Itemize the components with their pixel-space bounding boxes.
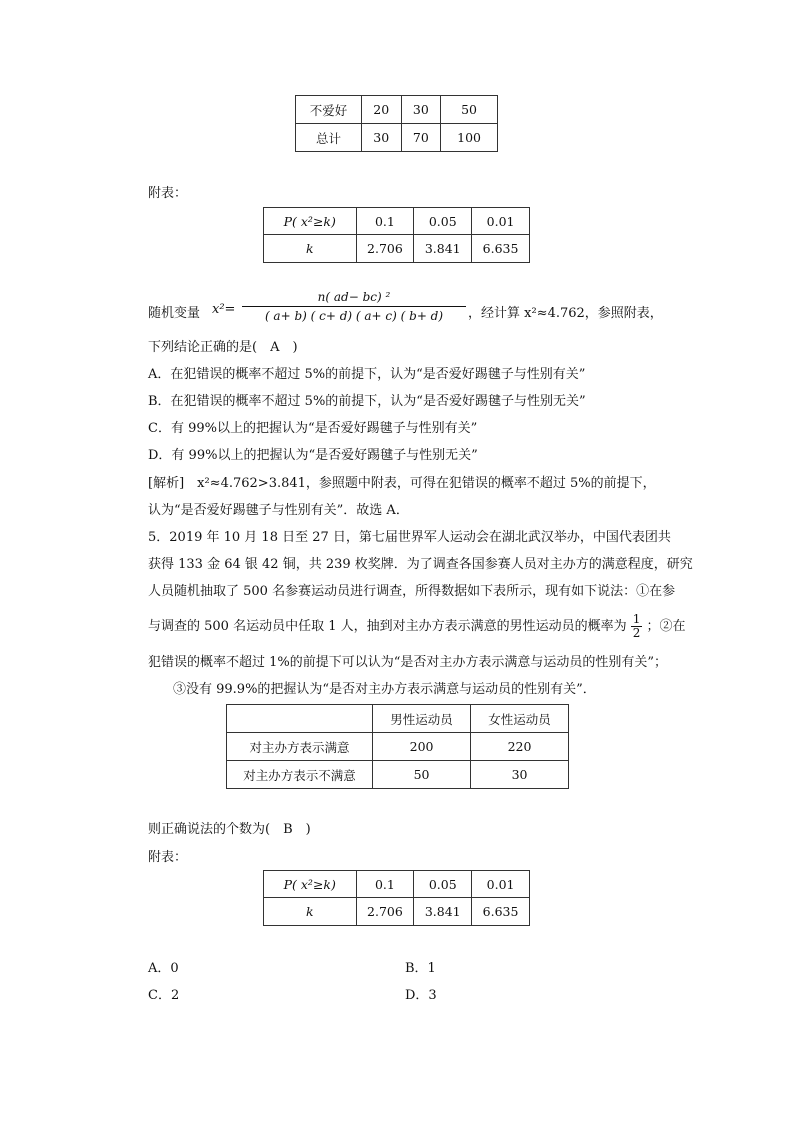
table-cell: 0.01: [472, 871, 530, 898]
table-cell: 0.01: [472, 208, 530, 235]
table-cell: 3.841: [414, 898, 472, 926]
table-cell: 2.706: [356, 235, 414, 263]
question-5-text: 与调查的 500 名运动员中任取 1 人，抽到对主办方表示满意的男性运动员的概率为: [148, 619, 627, 634]
table-cell: 女性运动员: [471, 705, 569, 733]
table-cell: 0.05: [414, 871, 472, 898]
table-cell: 0.1: [356, 208, 414, 235]
table-cell: k: [264, 898, 357, 926]
table-row: [296, 124, 498, 152]
formula-suffix: ，经计算 x²≈4.762，参照附表，: [468, 306, 663, 321]
table-cell: P( x²≥k): [264, 871, 357, 898]
table-row: [227, 733, 569, 761]
appendix-label: 附表：: [148, 850, 188, 865]
top-table: [295, 95, 498, 152]
table-cell: 200: [373, 733, 471, 761]
table-row: [227, 761, 569, 789]
option-a: A．0: [148, 961, 179, 976]
table-row: [264, 208, 530, 235]
option-d: D．3: [405, 988, 437, 1003]
table-cell: 30: [361, 124, 401, 152]
formula-lhs: x²=: [212, 302, 236, 317]
probability-table: [263, 207, 530, 263]
question-5-line: [148, 613, 686, 640]
analysis-line: [解析] x²≈4.762>3.841，参照题中附表，可得在犯错误的概率不超过 5%的前提下，: [148, 476, 656, 491]
formula-fraction: [242, 290, 466, 323]
table-cell: 0.1: [356, 871, 414, 898]
table-cell: [227, 705, 373, 733]
table-row: [264, 898, 530, 926]
table-cell: 6.635: [472, 235, 530, 263]
fraction-numerator: 1: [632, 612, 641, 626]
table-cell: 70: [401, 124, 441, 152]
table-row: [264, 235, 530, 263]
table-cell: 50: [441, 96, 498, 124]
table-cell: 男性运动员: [373, 705, 471, 733]
question-5-line: 人员随机抽取了 500 名参赛运动员进行调查，所得数据如下表所示，现有如下说法：①在参: [148, 584, 676, 599]
question-stem: 下列结论正确的是( A ): [148, 340, 298, 355]
question-5-line: ③没有 99.9%的把握认为“是否对主办方表示满意与运动员的性别有关”．: [173, 682, 596, 697]
question-5-text: ；②在: [646, 619, 686, 634]
table-cell: k: [264, 235, 357, 263]
table-row: [296, 96, 498, 124]
question-5-line: 获得 133 金 64 银 42 铜，共 239 枚奖牌．为了调查各国参赛人员对主办方的满意程度，研究: [148, 557, 693, 572]
table-cell: 30: [471, 761, 569, 789]
table-cell: P( x²≥k): [264, 208, 357, 235]
option-c: C．2: [148, 988, 180, 1003]
table-cell: 100: [441, 124, 498, 152]
option-a: A．在犯错误的概率不超过 5%的前提下，认为“是否爱好踢毽子与性别有关”: [148, 367, 586, 382]
option-c: C．有 99%以上的把握认为“是否爱好踢毽子与性别有关”: [148, 421, 478, 436]
table-cell: 不爱好: [296, 96, 362, 124]
table-cell: 220: [471, 733, 569, 761]
table-cell: 20: [361, 96, 401, 124]
table-cell: 对主办方表示满意: [227, 733, 373, 761]
formula-denominator: ( a+ b) ( c+ d) ( a+ c) ( b+ d): [264, 309, 444, 323]
probability-table: [263, 870, 530, 926]
table-cell: 2.706: [356, 898, 414, 926]
option-b: B．在犯错误的概率不超过 5%的前提下，认为“是否爱好踢毽子与性别无关”: [148, 394, 586, 409]
table-cell: 对主办方表示不满意: [227, 761, 373, 789]
analysis-line: 认为“是否爱好踢毽子与性别有关”．故选 A．: [148, 503, 409, 518]
option-b: B．1: [405, 961, 436, 976]
question-5-line: 5．2019 年 10 月 18 日至 27 日，第七届世界军人运动会在湖北武汉举办，中国代表团共: [148, 530, 671, 545]
contingency-table: [226, 704, 569, 789]
table-cell: 50: [373, 761, 471, 789]
table-row: [227, 705, 569, 733]
table-cell: 30: [401, 96, 441, 124]
table-cell: 0.05: [414, 208, 472, 235]
fraction-denominator: 2: [632, 626, 641, 640]
probability-fraction: [631, 613, 643, 640]
appendix-label: 附表：: [148, 186, 188, 201]
option-d: D．有 99%以上的把握认为“是否爱好踢毽子与性别无关”: [148, 448, 478, 463]
table-cell: 3.841: [414, 235, 472, 263]
formula-prefix: 随机变量: [148, 306, 201, 321]
count-question: 则正确说法的个数为( B ): [148, 822, 311, 837]
table-row: [264, 871, 530, 898]
question-5-line: 犯错误的概率不超过 1%的前提下可以认为“是否对主办方表示满意与运动员的性别有关”；: [148, 655, 668, 670]
table-cell: 总计: [296, 124, 362, 152]
table-cell: 6.635: [472, 898, 530, 926]
formula-numerator: n( ad− bc) ²: [242, 290, 466, 307]
